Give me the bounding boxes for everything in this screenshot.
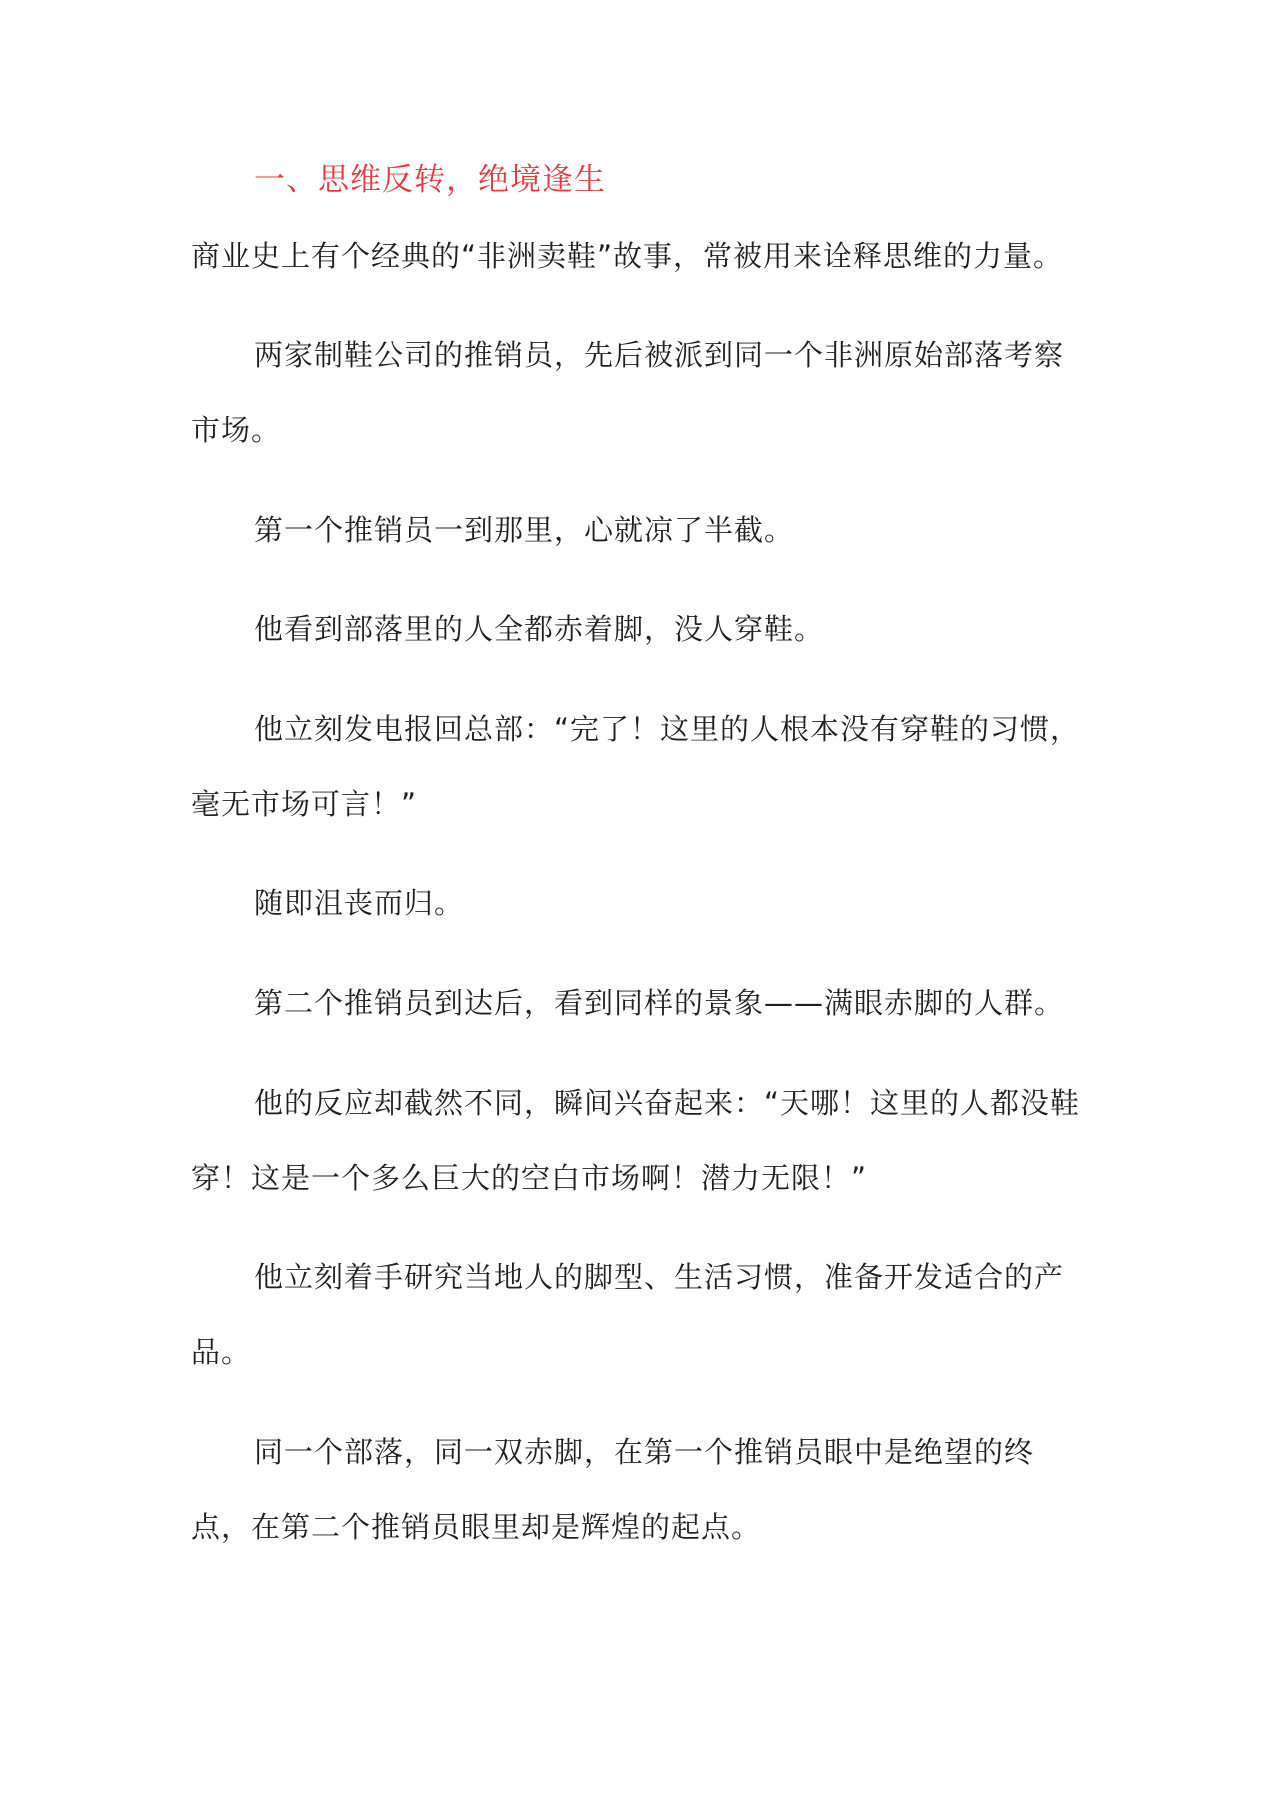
paragraph-returned: 随即沮丧而归。 xyxy=(254,886,465,920)
paragraph-telegram: 他立刻发电报回总部：“完了！这里的人根本没有穿鞋的习惯，毫无市场可言！” xyxy=(191,712,1081,821)
paragraph-second-salesman: 第二个推销员到达后，看到同样的景象——满眼赤脚的人群。 xyxy=(254,986,1065,1020)
paragraph-excited: 他的反应却截然不同，瞬间兴奋起来：“天哪！这里的人都没鞋穿！这是一个多么巨大的空白市场啊！潜力无限！” xyxy=(191,1086,1081,1195)
section-heading: 一、思维反转，绝境逢生 xyxy=(254,162,606,198)
paragraph-intro: 商业史上有个经典的“非洲卖鞋”故事，常被用来诠释思维的力量。 xyxy=(191,239,1064,273)
paragraph-research: 他立刻着手研究当地人的脚型、生活习惯，准备开发适合的产品。 xyxy=(191,1260,1065,1369)
paragraph-conclusion: 同一个部落，同一双赤脚，在第一个推销员眼中是绝望的终点，在第二个推销员眼里却是辉煌的起点。 xyxy=(191,1435,1035,1544)
paragraph-first-salesman: 第一个推销员一到那里，心就凉了半截。 xyxy=(254,513,795,547)
paragraph-salesmen-sent: 两家制鞋公司的推销员，先后被派到同一个非洲原始部落考察市场。 xyxy=(191,338,1065,447)
paragraph-barefoot: 他看到部落里的人全都赤着脚，没人穿鞋。 xyxy=(254,612,825,646)
